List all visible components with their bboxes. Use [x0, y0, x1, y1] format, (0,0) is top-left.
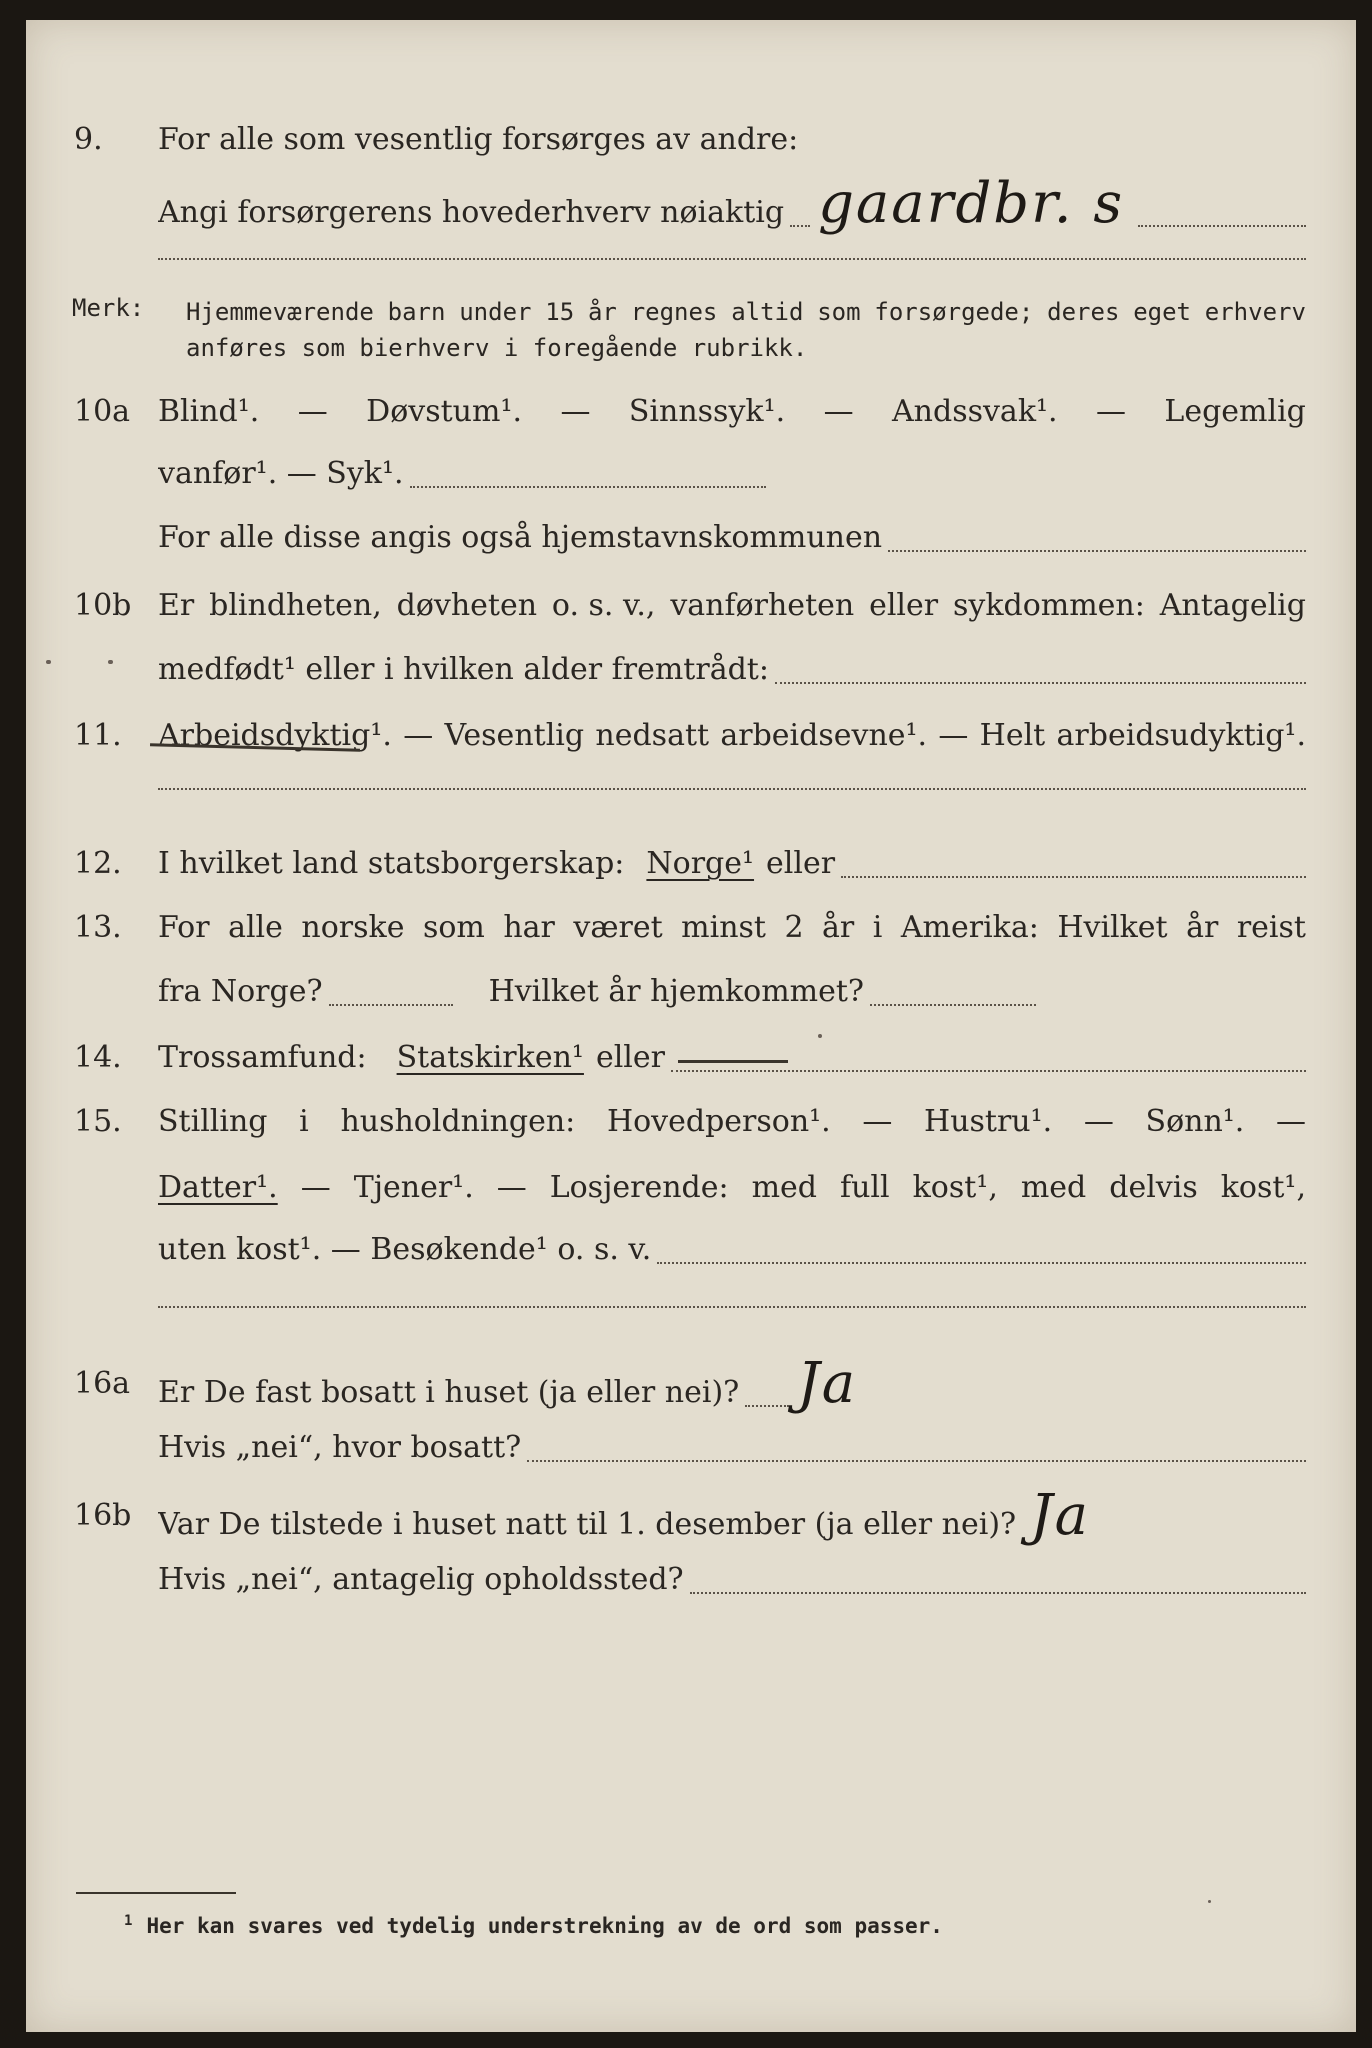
question-10a-line-2: vanfør¹. — Syk¹. — [26, 446, 1356, 502]
question-10b-line-2: medfødt¹ eller i hvilken alder fremtrådt: — [26, 642, 1356, 698]
question-10a-line-3: For alle disse angis også hjemstavnskommunen — [26, 510, 1356, 566]
ink-mark — [108, 660, 113, 664]
dotted-fill[interactable] — [870, 1003, 1036, 1006]
question-14: 14. Trossamfund: Statskirken¹ eller — [26, 1030, 1356, 1086]
dotted-fill[interactable] — [410, 485, 766, 488]
dotted-fill — [1138, 224, 1306, 227]
blank-answer-line — [158, 788, 1306, 790]
question-number: 10a — [74, 394, 131, 429]
dotted-fill[interactable] — [775, 681, 1306, 684]
question-9-answer-line — [26, 176, 1356, 236]
note-merk — [26, 290, 1356, 370]
footnote-rule — [76, 1892, 236, 1894]
question-text: For alle som vesentlig forsørges av andre: — [158, 122, 799, 157]
underlined-choice[interactable]: Statskirken¹ — [396, 1040, 584, 1075]
question-11: 11. Arbeidsdyktig¹. — Vesentlig nedsatt arbeidsevne¹. — Helt arbeidsudyktig¹. — [26, 708, 1356, 764]
dotted-fill — [790, 224, 810, 227]
underlined-choice[interactable]: Norge¹ — [646, 846, 755, 881]
underlined-choice[interactable]: Datter¹. — [158, 1170, 278, 1205]
question-number: 14. — [74, 1040, 122, 1075]
dotted-fill[interactable] — [841, 875, 1306, 878]
ink-mark — [46, 660, 51, 664]
dotted-fill[interactable] — [527, 1459, 1306, 1462]
question-15: 15. Stilling i husholdningen: Hovedperson¹. — Hustru¹. — Sønn¹. — — [26, 1094, 1356, 1150]
question-9 — [26, 112, 1356, 168]
footnote — [124, 1906, 943, 1941]
dotted-fill[interactable] — [671, 1069, 1306, 1072]
question-number: 16b — [74, 1498, 132, 1533]
question-10a: 10a Blind¹. — Døvstum¹. — Sinnssyk¹. — Andssvak¹. — Legemlig — [26, 384, 1356, 440]
question-number: 9. — [74, 122, 103, 157]
question-16a-line-2: Hvis „nei“, hvor bosatt? — [26, 1420, 1356, 1476]
dotted-fill[interactable] — [888, 549, 1306, 552]
question-number: 10b — [74, 588, 132, 623]
ink-speck — [818, 1034, 822, 1038]
question-number: 15. — [74, 1104, 122, 1139]
handwritten-answer[interactable]: Ja — [1030, 1488, 1090, 1548]
dotted-fill[interactable] — [690, 1591, 1306, 1594]
question-13-line-2: fra Norge? Hvilket år hjemkommet? — [26, 964, 1356, 1020]
blank-answer-line — [158, 258, 1306, 260]
dotted-fill[interactable] — [329, 1003, 453, 1006]
question-10b: 10b Er blindheten, døvheten o. s. v., vanførheten eller sykdommen: Antagelig — [26, 578, 1356, 634]
question-16a: 16a Er De fast bosatt i huset (ja eller nei)? Ja — [74, 1356, 858, 1416]
blank-answer-line — [158, 1306, 1306, 1308]
handwritten-answer[interactable]: Ja — [797, 1356, 858, 1416]
question-16b-line-2: Hvis „nei“, antagelig opholdssted? — [26, 1552, 1356, 1608]
question-15-line-3: uten kost¹. — Besøkende¹ o. s. v. — [26, 1222, 1356, 1278]
ink-speck — [1208, 1900, 1211, 1903]
note-line-2: anføres som bierhverv i foregående rubrikk. — [186, 334, 808, 362]
dotted-fill[interactable] — [657, 1261, 1306, 1264]
question-13: 13. For alle norske som har været minst 2 år i Amerika: Hvilket år reist — [26, 900, 1356, 956]
question-12: 12. I hvilket land statsborgerskap: Norge¹ eller — [26, 836, 1356, 892]
handwritten-answer[interactable]: gaardbr. s — [818, 176, 1125, 236]
question-text: Angi forsørgerens hovederhverv nøiaktig — [158, 195, 785, 230]
handwritten-dash — [678, 1060, 788, 1063]
note-label: Merk: — [72, 294, 145, 322]
dotted-fill — [745, 1404, 789, 1407]
footnote-mark: 1 — [124, 1913, 133, 1929]
question-15-line-2: Datter¹. — Tjener¹. — Losjerende: med full kost¹, med delvis kost¹, — [26, 1160, 1356, 1216]
footnote-text: Her kan svares ved tydelig understrekning av de ord som passer. — [146, 1914, 943, 1938]
question-number: 11. — [74, 718, 122, 753]
question-number: 13. — [74, 910, 122, 945]
note-line-1: Hjemmeværende barn under 15 år regnes altid som forsørgede; deres eget erhverv — [186, 298, 1306, 326]
question-number: 12. — [74, 846, 122, 881]
census-form-page — [26, 20, 1356, 2032]
question-number: 16a — [74, 1366, 131, 1401]
question-16b: 16b Var De tilstede i huset natt til 1. desember (ja eller nei)? Ja — [74, 1488, 1090, 1548]
